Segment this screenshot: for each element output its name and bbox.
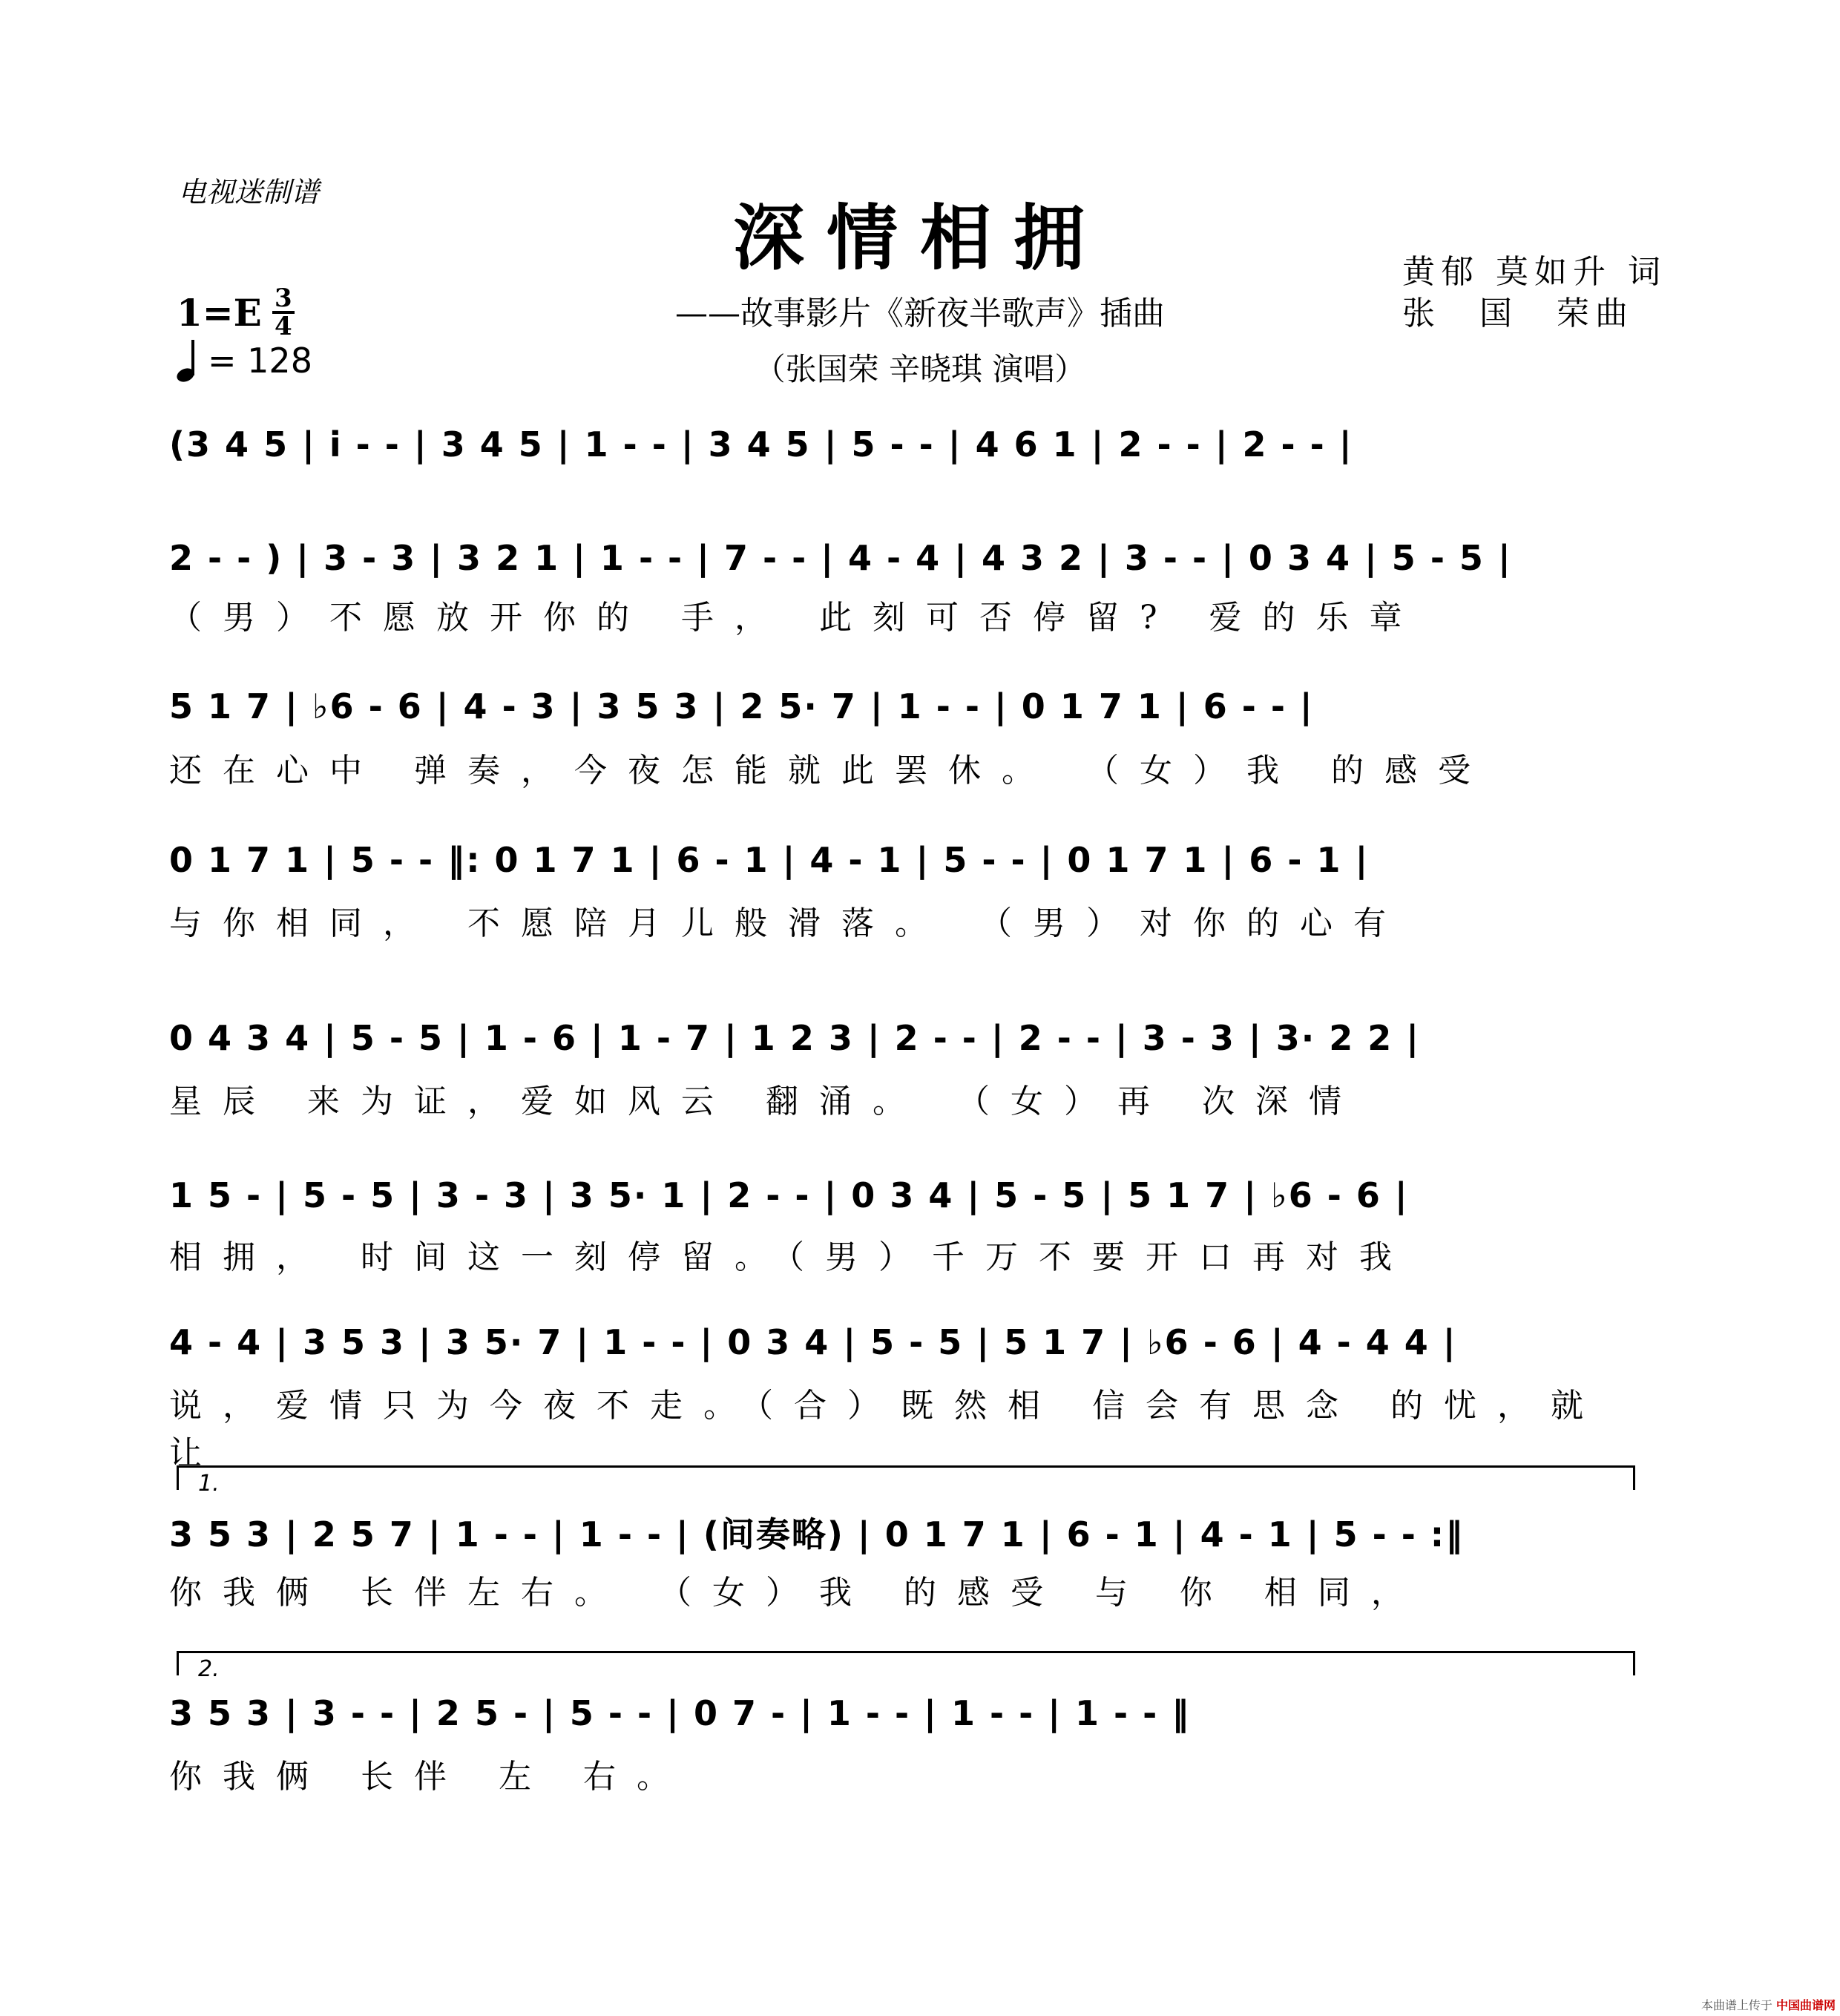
score-line-9: 3 5 3 | 3 - - | 2 5 - | 5 - - | 0 7 - | 1 - - | 1 - - | 1 - - ‖ <box>169 1693 1191 1733</box>
lyric-line-3: 还在心中 弹奏，今夜怎能就此罢休。 （女）我 的感受 <box>169 752 1491 789</box>
second-ending-label: 2. <box>198 1656 220 1682</box>
lyric-line-2: （男）不愿放开你的 手， 此刻可否停留? 爱的乐章 <box>169 599 1423 637</box>
lyric-line-8: 你我俩 长伴左右。 （女）我 的感受 与 你 相同， <box>169 1574 1425 1612</box>
score-line-2: 2 - - ) | 3 - 3 | 3 2 1 | 1 - - | 7 - - | 4 - 4 | 4 3 2 | 3 - - | 0 3 4 | 5 - 5 | <box>169 538 1512 578</box>
tempo-value: = 128 <box>208 341 312 381</box>
score-line-1: (3 4 5 | i - - | 3 4 5 | 1 - - | 3 4 5 | 5 - - | 4 6 1 | 2 - - | 2 - - | <box>169 424 1353 464</box>
composer-credit: 张 国 荣曲 <box>1402 295 1634 332</box>
time-signature <box>272 283 295 341</box>
footer-credit <box>1701 1996 1836 2013</box>
score-line-3: 5 1 7 | ♭6 - 6 | 4 - 3 | 3 5 3 | 2 5· 7 | 1 - - | 0 1 7 1 | 6 - - | <box>169 686 1314 726</box>
lyric-line-4: 与你相同， 不愿陪月儿般滑落。 （男）对你的心有 <box>169 904 1407 942</box>
key-label: 1=E <box>177 290 262 335</box>
song-title: 深情相拥 <box>733 196 1107 280</box>
first-ending-bracket <box>177 1465 1635 1497</box>
lyricist-credit: 黄郁 莫如升 词 <box>1402 253 1666 291</box>
time-top: 3 <box>274 283 292 313</box>
footer-prefix: 本曲谱上传于 <box>1701 1998 1772 2012</box>
first-ending-label: 1. <box>198 1471 220 1497</box>
score-maker: 电视迷制谱 <box>178 176 320 209</box>
lyric-line-7: 说，爱情只为今夜不走。（合）既然相 信会有思念 的忧，就让 <box>169 1387 1604 1472</box>
quarter-note-icon <box>177 340 202 381</box>
key-signature <box>177 283 295 341</box>
lyric-line-6: 相拥， 时间这一刻停留。（男）千万不要开口再对我 <box>169 1238 1413 1276</box>
score-line-4: 0 1 7 1 | 5 - - ‖: 0 1 7 1 | 6 - 1 | 4 - 1 | 5 - - | 0 1 7 1 | 6 - 1 | <box>169 840 1370 880</box>
score-line-8: 3 5 3 | 2 5 7 | 1 - - | 1 - - | (间奏略) | 0 1 7 1 | 6 - 1 | 4 - 1 | 5 - - :‖ <box>169 1514 1465 1554</box>
song-subtitle: ——故事影片《新夜半歌声》插曲 <box>675 295 1165 332</box>
score-line-5: 0 4 3 4 | 5 - 5 | 1 - 6 | 1 - 7 | 1 2 3 | 2 - - | 2 - - | 3 - 3 | 3· 2 2 | <box>169 1018 1421 1058</box>
footer-brand: 中国曲谱网 <box>1775 1998 1836 2012</box>
singers: （张国荣 辛晓琪 演唱） <box>754 351 1086 387</box>
lyric-line-5: 星辰 来为证，爱如风云 翻涌。 （女）再 次深情 <box>169 1083 1362 1120</box>
tempo-marking <box>177 340 312 381</box>
time-bottom: 4 <box>274 312 292 341</box>
score-line-6: 1 5 - | 5 - 5 | 3 - 3 | 3 5· 1 | 2 - - | 0 3 4 | 5 - 5 | 5 1 7 | ♭6 - 6 | <box>169 1175 1409 1215</box>
lyric-line-9: 你我俩 长伴 左 右。 <box>169 1758 690 1796</box>
score-line-7: 4 - 4 | 3 5 3 | 3 5· 7 | 1 - - | 0 3 4 | 5 - 5 | 5 1 7 | ♭6 - 6 | 4 - 4 4 | <box>169 1322 1457 1362</box>
second-ending-bracket <box>177 1651 1635 1682</box>
